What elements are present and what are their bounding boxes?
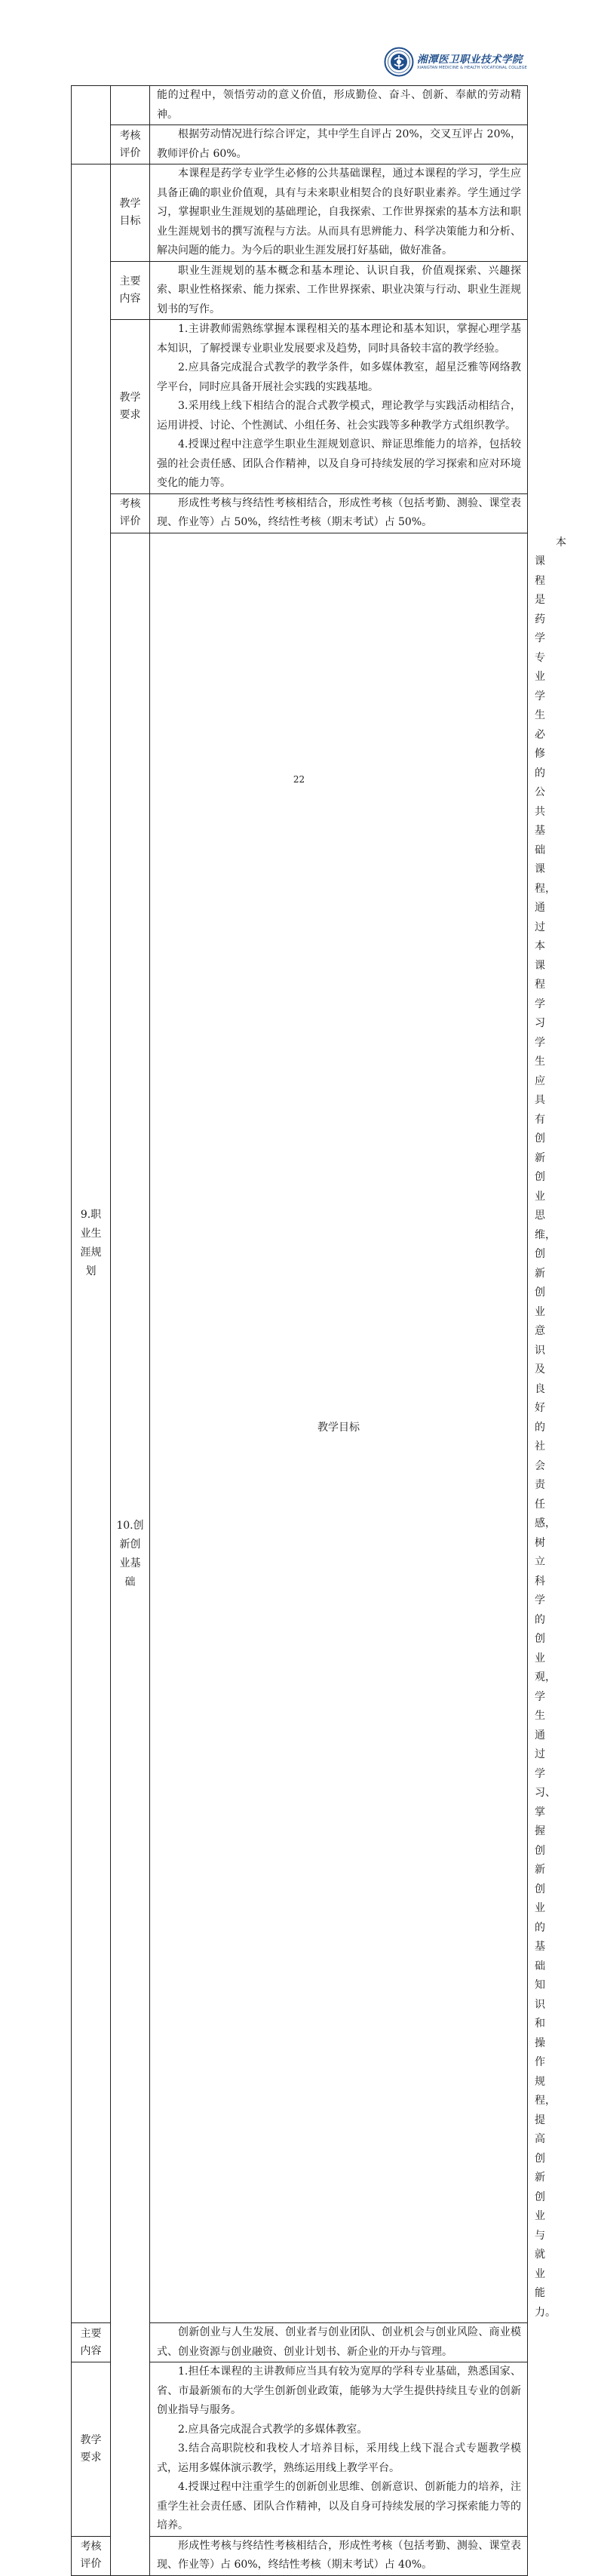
content-label: 主要内容 [111,261,150,320]
content-cell [150,164,528,262]
content-cell [150,493,528,533]
goal-label: 教学目标 [111,164,150,262]
requirement-item: 2.应具备完成混合式教学的多媒体教室。 [178,2423,368,2436]
school-logo [384,44,535,81]
content-cell [150,261,528,320]
page-number: 22 [293,774,305,785]
course-name: 10.创新创业基础 [111,533,150,2575]
content-label: 主要内容 [72,2323,111,2362]
table-row [72,125,528,164]
requirement-label: 教学要求 [72,2362,111,2537]
content-text: 职业生涯规划的基本概念和基本理论、认识自我，价值观探索、兴趣探索、职业性格探索、能力探索、工作世界探索、职业决策与行动、职业生涯规划书的写作。 [157,264,521,315]
label-cell [111,86,150,125]
assessment-text: 形成性考核与终结性考核相结合，形成性考核（包括考勤、测验、课堂表现、作业等）占 50%，终结性考核（期末考试）占 50%。 [157,496,521,528]
requirement-item: 4.授课过程中注重学生的创新创业思维、创新意识、创新能力的培养，注重学生社会责任感、团队合作精神，以及自身可持续发展的学习探索能力等的培养。 [157,2481,521,2531]
school-name: 湘潭医卫职业技术学院 [417,54,523,66]
assessment-label: 考核评价 [111,493,150,533]
assessment-label: 考核评价 [72,2536,111,2575]
requirement-item: 1.主讲教师需熟练掌握本课程相关的基本理论和基本知识，掌握心理学基本知识，了解授课专业职业发展要求及趋势，同时具备较丰富的教学经验。 [157,323,521,355]
course-table [71,85,566,2576]
assessment-text: 形成性考核与终结性考核相结合，形成性考核（包括考勤、测验、课堂表现、作业等）占 60%，终结性考核（期末考试）占 40%。 [157,2539,521,2571]
table-row: 10.创新创业基础 教学目标 本课程是药学专业学生必修的公共基础课程，通过本课程学习学生应具有创新创业思维，创新创业意识及良好的社会责任感，树立科学的创业观，学生通过学习、掌握创新创业的基础知识和操作规程，提高创新创业与就业能力。 [72,533,528,2323]
requirement-item: 3.采用线上线下相结合的混合式教学模式，理论教学与实践活动相结合，运用讲授、讨论、个性测试、小组任务、社会实践等多种教学方式组织教学。 [157,400,521,432]
table-row [72,493,528,533]
content-text: 创新创业与人生发展、创业者与创业团队、创业机会与创业风险、商业模式、创业资源与创业融资、创业计划书、新企业的开办与管理。 [157,2326,521,2358]
requirement-item: 2.应具备完成混合式教学的教学条件，如多媒体教室，超星泛雅等网络教学平台，同时应具备开展社会实践的实践基地。 [157,361,521,393]
course-name: 9.职业生涯规划 [72,164,111,2323]
continuation-text: 能的过程中，领悟劳动的意义价值，形成勤俭、奋斗、创新、奉献的劳动精神。 [157,89,521,121]
table-row [72,86,528,125]
content-cell [150,125,528,164]
goal-label: 教学目标 [150,533,528,2323]
requirement-label: 教学要求 [111,320,150,494]
goal-text: 本课程是药学专业学生必修的公共基础课程，通过本课程的学习，学生应具备正确的职业价值观，具有与未来职业相契合的良好职业素养。学生通过学习，掌握职业生涯规划的基础理论，自我探索、工作世界探索的基本方法和职业生涯规划书的撰写流程与方法。从而具有思辨能力、科学决策能力和分析、解决问题的能力。为今后的职业生涯发展打好基础，做好准备。 [157,168,521,257]
school-name-en: XIANGTAN MEDICINE & HEALTH VOCATIONAL COLLEGE [417,66,528,70]
assessment-text: 根据劳动情况进行综合评定，其中学生自评占 20%，交叉互评占 20%，教师评价占 60%。 [157,128,521,160]
table-row [72,261,528,320]
content-cell [150,2362,528,2537]
table-row [72,320,528,494]
requirement-item: 4.授课过程中注意学生职业生涯规划意识、辩证思维能力的培养，包括较强的社会责任感、团队合作精神，以及自身可持续发展的学习探索和应对环境变化的能力等。 [157,438,521,489]
content-cell [150,2536,528,2575]
content-cell [150,320,528,494]
school-emblem-icon [384,47,414,77]
assessment-label: 考核评价 [111,125,150,164]
content-cell [150,86,528,125]
requirement-item: 1.担任本课程的主讲教师应当具有较为宽厚的学科专业基础，熟悉国家、省、市最新颁布的大学生创新创业政策，能够为大学生提供持续且专业的创新创业指导与服务。 [157,2365,521,2416]
content-cell [150,2323,528,2362]
requirement-item: 3.结合高职院校和我校人才培养目标，采用线上线下混合式专题教学模式，运用多媒体演示教学，熟练运用线上教学平台。 [157,2442,521,2474]
course-name-cell [72,86,111,164]
table-row [72,164,528,262]
